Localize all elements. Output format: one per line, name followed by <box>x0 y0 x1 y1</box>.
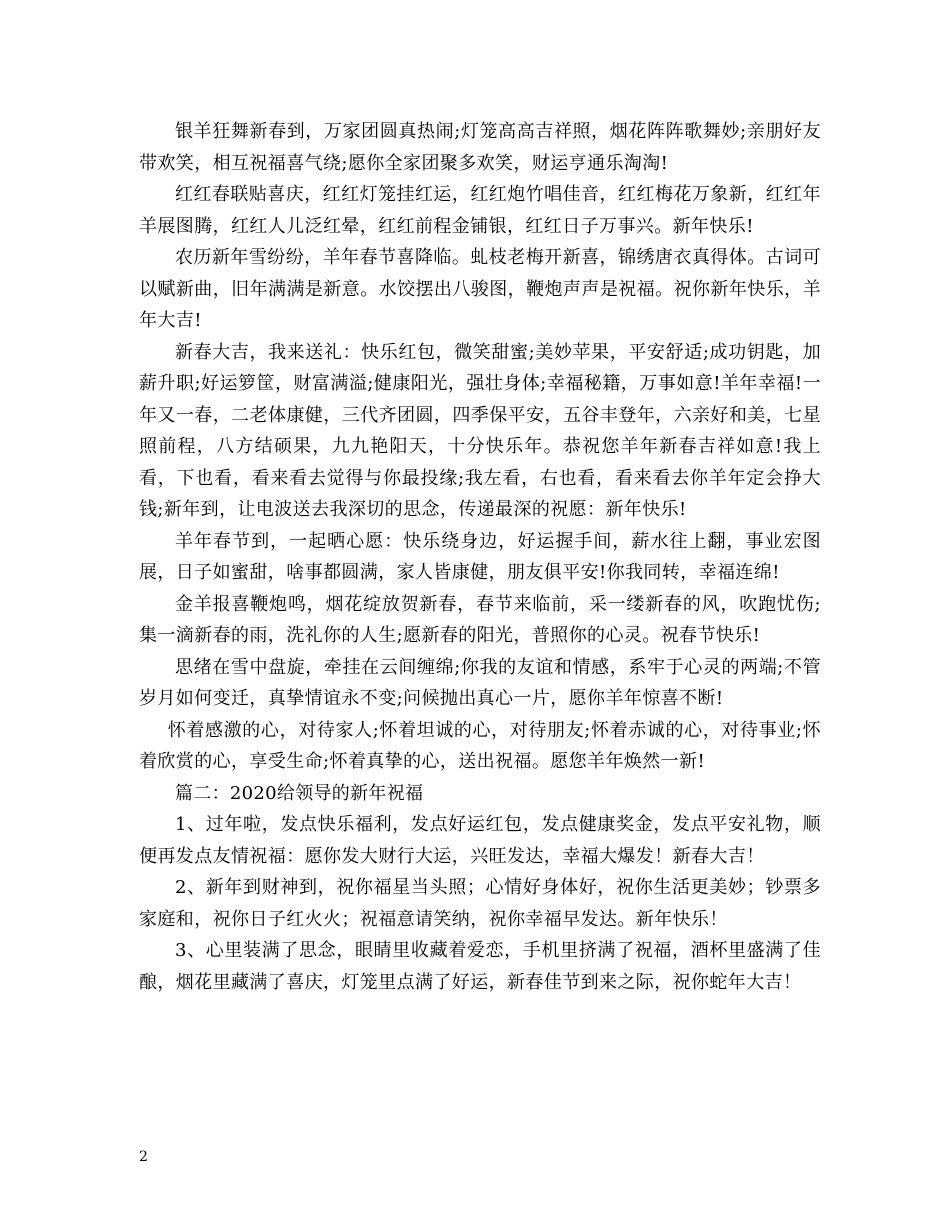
document-body <box>139 116 821 998</box>
paragraph: 红红春联贴喜庆，红红灯笼挂红运，红红炮竹唱佳音，红红梅花万象新，红红年羊展图腾，红红人儿泛红晕，红红前程金铺银，红红日子万事兴。新年快乐! <box>139 184 821 237</box>
paragraph: 农历新年雪纷纷，羊年春节喜降临。虬枝老梅开新喜，锦绣唐衣真得体。古词可以赋新曲，旧年满满是新意。水饺摆出八骏图，鞭炮声声是祝福。祝你新年快乐，羊年大吉! <box>139 247 821 331</box>
numbered-paragraph: 2、新年到财神到，祝你福星当头照；心情好身体好，祝你生活更美妙；钞票多家庭和，祝你日子红火火；祝福意请笑纳，祝你幸福早发达。新年快乐！ <box>139 877 821 930</box>
section-heading: 篇二：2020给领导的新年祝福 <box>175 782 424 804</box>
paragraph: 思绪在雪中盘旋，牵挂在云间缠绵;你我的友谊和情感，系牢于心灵的两端;不管岁月如何变迁，真挚情谊永不变;问候抛出真心一片，愿你羊年惊喜不断! <box>139 656 821 709</box>
paragraph: 银羊狂舞新春到，万家团圆真热闹;灯笼高高吉祥照，烟花阵阵歌舞妙;亲朋好友带欢笑，相互祝福喜气绕;愿你全家团聚多欢笑，财运亨通乐淘淘! <box>139 121 821 174</box>
numbered-paragraph: 1、过年啦，发点快乐福利，发点好运红包，发点健康奖金，发点平安礼物，顺便再发点友情祝福：愿你发大财行大运，兴旺发达，幸福大爆发！新春大吉！ <box>139 814 821 867</box>
page-number: 2 <box>139 1149 148 1165</box>
paragraph: 怀着感激的心，对待家人;怀着坦诚的心，对待朋友;怀着赤诚的心，对待事业;怀着欣赏的心，享受生命;怀着真挚的心，送出祝福。愿您羊年焕然一新! <box>139 719 821 772</box>
paragraph: 羊年春节到，一起晒心愿：快乐绕身边，好运握手间，薪水往上翻，事业宏图展，日子如蜜甜，啥事都圆满，家人皆康健，朋友俱平安!你我同转，幸福连绵! <box>139 530 821 583</box>
numbered-paragraph: 3、心里装满了思念，眼睛里收藏着爱恋，手机里挤满了祝福，酒杯里盛满了佳酿，烟花里藏满了喜庆，灯笼里点满了好运，新春佳节到来之际，祝你蛇年大吉！ <box>139 940 821 993</box>
paragraph: 新春大吉，我来送礼：快乐红包，微笑甜蜜;美妙苹果，平安舒适;成功钥匙，加薪升职;好运箩筐，财富满溢;健康阳光，强壮身体;幸福秘籍，万事如意!羊年幸福!一年又一春，二老体康健，三代齐团圆，四季保平安，五谷丰登年，六亲好和美，七星照前程，八方结硕果，九九艳阳天，十分快乐年。恭祝您羊年新春吉祥如意!我上看，下也看，看来看去觉得与你最投缘;我左看，右也看，看来看去你羊年定会挣大钱;新年到，让电波送去我深切的思念，传递最深的祝愿：新年快乐! <box>139 341 821 520</box>
paragraph: 金羊报喜鞭炮鸣，烟花绽放贺新春，春节来临前，采一缕新春的风，吹跑忧伤;集一滴新春的雨，洗礼你的人生;愿新春的阳光，普照你的心灵。祝春节快乐! <box>139 593 821 646</box>
